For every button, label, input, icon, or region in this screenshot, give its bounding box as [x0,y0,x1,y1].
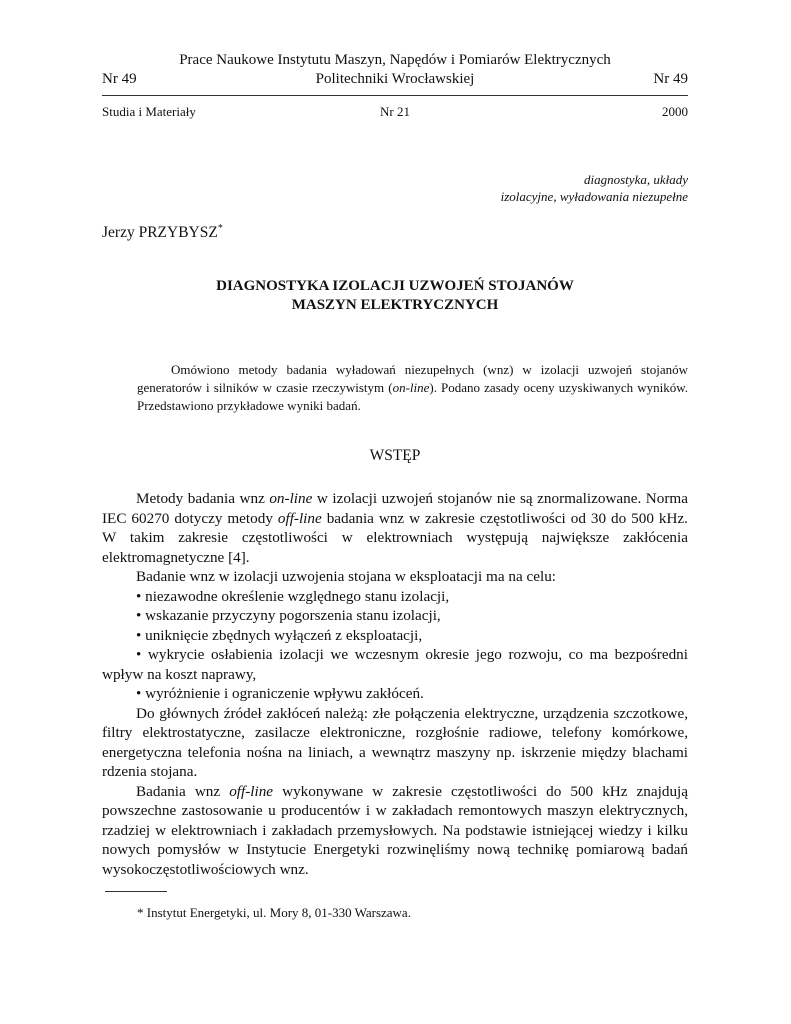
keywords-line2: izolacyjne, wyładowania niezupełne [500,189,688,204]
body-text [102,489,688,879]
bullet-4: • wykrycie osłabienia izolacji we wczesnym okresie jego rozwoju, co ma bezpośredni wpływ na koszt naprawy, [102,646,688,683]
bullet-3: • uniknięcie zbędnych wyłączeń z eksploatacji, [136,626,423,644]
keywords-line1: diagnostyka, układy [584,172,688,187]
p1-italic-offline: off-line [277,509,322,527]
issue-number-right: Nr 49 [653,71,688,87]
series-issue: Nr 21 [380,104,410,119]
journal-title-line1: Prace Naukowe Instytutu Maszyn, Napędów i Pomiarów Elektrycznych [179,52,611,68]
author [102,223,223,242]
p1-text-b: w izolacji uzwojeń stojanów nie są znormalizowane. Norma IEC 60270 dotyczy metody [102,490,688,527]
publication-year: 2000 [662,104,688,119]
p1-text-c: badania wnz w zakresie częstotliwości od 30 do 500 kHz. W takim zakresie częstotliwości w elektrowniach występują największe zakłócenia elektromagnetyczne [4]. [102,509,688,566]
p4-italic-offline: off-line [229,782,274,800]
bullet-1: • niezawodne określenie względnego stanu izolacji, [136,587,450,605]
footnote-rule [105,891,167,892]
section-heading: WSTĘP [369,447,421,464]
paragraph-2: Badanie wnz w izolacji uzwojenia stojana w eksploatacji ma na celu: [136,568,557,585]
issue-number-left: Nr 49 [102,71,137,87]
author-name: Jerzy PRZYBYSZ [102,224,218,242]
abstract-italic: on-line [392,380,430,395]
p4-text-b: wykonywane w zakresie częstotliwości do 500 kHz znajdują powszechne zastosowanie u producentów i w zakładach remontowych maszyn elektrycznych, rzadziej w elektrowniach i zakładach przemysłowych. Na podstawie istniejącej wiedzy i kilku nowych pomysłów w Instytucie Energetyki rozwinęliśmy nową technikę pomiarową badań wysokoczęstotliwościowych wnz. [102,782,688,878]
paragraph-1 [102,489,688,567]
journal-title-line2: Politechniki Wrocławskiej [315,71,475,87]
abstract-text-2: ). Podano zasady oceny uzyskiwanych wyników. Przedstawiono przykładowe wyniki badań. [137,380,688,413]
p1-text-a: Metody badania wnz [136,490,270,507]
paper-title-line1: DIAGNOSTYKA IZOLACJI UZWOJEŃ STOJANÓW [216,278,574,294]
paper-title [102,277,688,315]
footnote: * Instytut Energetyki, ul. Mory 8, 01-330 Warszawa. [137,905,411,920]
series-name: Studia i Materiały [102,104,196,119]
abstract [137,361,688,415]
bullet-5: • wyróżnienie i ograniczenie wpływu zakłóceń. [136,685,424,702]
paragraph-4 [102,782,688,880]
paper-title-line2: MASZYN ELEKTRYCZNYCH [291,297,499,313]
author-footnote-mark: * [217,223,223,234]
header-rule [102,95,688,96]
paragraph-3: Do głównych źródeł zakłóceń należą: złe połączenia elektryczne, urządzenia szczotkowe, filtry elektrostatyczne, zasilacze elektroniczne, rozgłośnie radiowe, telefony komórkowe, energetyczna telefonia nośna na liniach, a wewnątrz maszyny np. iskrzenie między blachami rdzenia stojana. [102,704,688,780]
abstract-text-1: Omówiono metody badania wyładowań niezupełnych (wnz) w izolacji uzwojeń stojanów generatorów i silników w czasie rzeczywistym ( [137,362,688,395]
p4-text-a: Badania wnz [136,782,230,800]
bullet-2: • wskazanie przyczyny pogorszenia stanu izolacji, [136,607,441,624]
p1-italic-online: on-line [269,490,313,507]
keywords [102,171,688,205]
